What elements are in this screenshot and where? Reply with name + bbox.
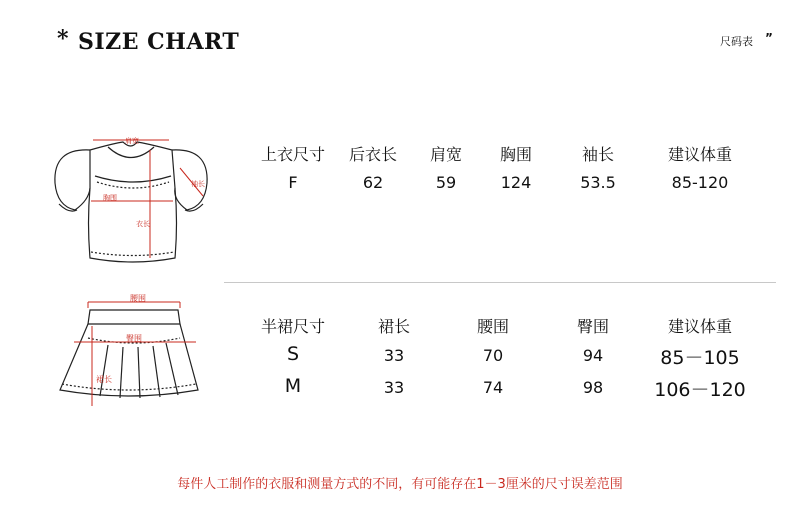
shirt-label-chest: 胸围	[103, 194, 117, 202]
top-cell-size: F	[288, 173, 298, 192]
skirt-row-s-weight: 85－105	[660, 347, 740, 369]
top-cell-chest: 124	[500, 173, 532, 192]
skirt-row-m-size: M	[284, 375, 302, 397]
skirt-diagram	[48, 290, 208, 415]
skirt-header-size: 半裙尺寸	[260, 317, 325, 336]
top-cell-weight: 85-120	[671, 173, 729, 192]
skirt-row-m-hip: 98	[582, 378, 604, 397]
shirt-diagram	[45, 128, 220, 273]
top-header-chest: 胸围	[499, 145, 532, 164]
quote-mark: ”	[765, 31, 773, 45]
skirt-row-m-weight: 106－120	[654, 379, 746, 401]
top-header-back-length: 后衣长	[348, 145, 397, 164]
size-chart-label: 尺码表	[720, 35, 753, 48]
skirt-row-s-length: 33	[383, 346, 405, 365]
skirt-row-s-hip: 94	[582, 346, 604, 365]
skirt-outline	[60, 310, 198, 398]
title-star: *	[57, 26, 69, 52]
page-title: SIZE CHART	[78, 29, 240, 55]
shirt-label-length: 衣长	[136, 220, 150, 228]
measurement-note: 每件人工制作的衣服和测量方式的不同，有可能存在1－3厘米的尺寸误差范围	[177, 477, 623, 492]
skirt-header-waist: 腰围	[476, 317, 509, 336]
section-divider	[224, 282, 776, 283]
skirt-row-m-waist: 74	[482, 378, 504, 397]
shirt-label-shoulder: 肩宽	[125, 137, 139, 145]
skirt-header-length: 裙长	[377, 317, 410, 336]
shirt-outline	[55, 142, 207, 262]
skirt-header-hip: 臀围	[576, 317, 609, 336]
top-cell-back-length: 62	[362, 173, 384, 192]
top-header-shoulder: 肩宽	[429, 145, 462, 164]
top-cell-shoulder: 59	[435, 173, 457, 192]
skirt-label-waist: 腰围	[130, 294, 146, 303]
skirt-row-s-waist: 70	[482, 346, 504, 365]
top-header-weight: 建议体重	[667, 145, 732, 164]
top-header-sleeve: 袖长	[581, 145, 614, 164]
skirt-header-weight: 建议体重	[667, 317, 732, 336]
skirt-row-m-length: 33	[383, 378, 405, 397]
skirt-label-length: 裙长	[96, 375, 112, 384]
skirt-label-hip: 臀围	[126, 334, 142, 343]
top-cell-sleeve: 53.5	[580, 173, 616, 192]
skirt-row-s-size: S	[286, 343, 300, 365]
shirt-label-sleeve: 袖长	[191, 180, 205, 188]
top-header-size: 上衣尺寸	[260, 145, 325, 164]
